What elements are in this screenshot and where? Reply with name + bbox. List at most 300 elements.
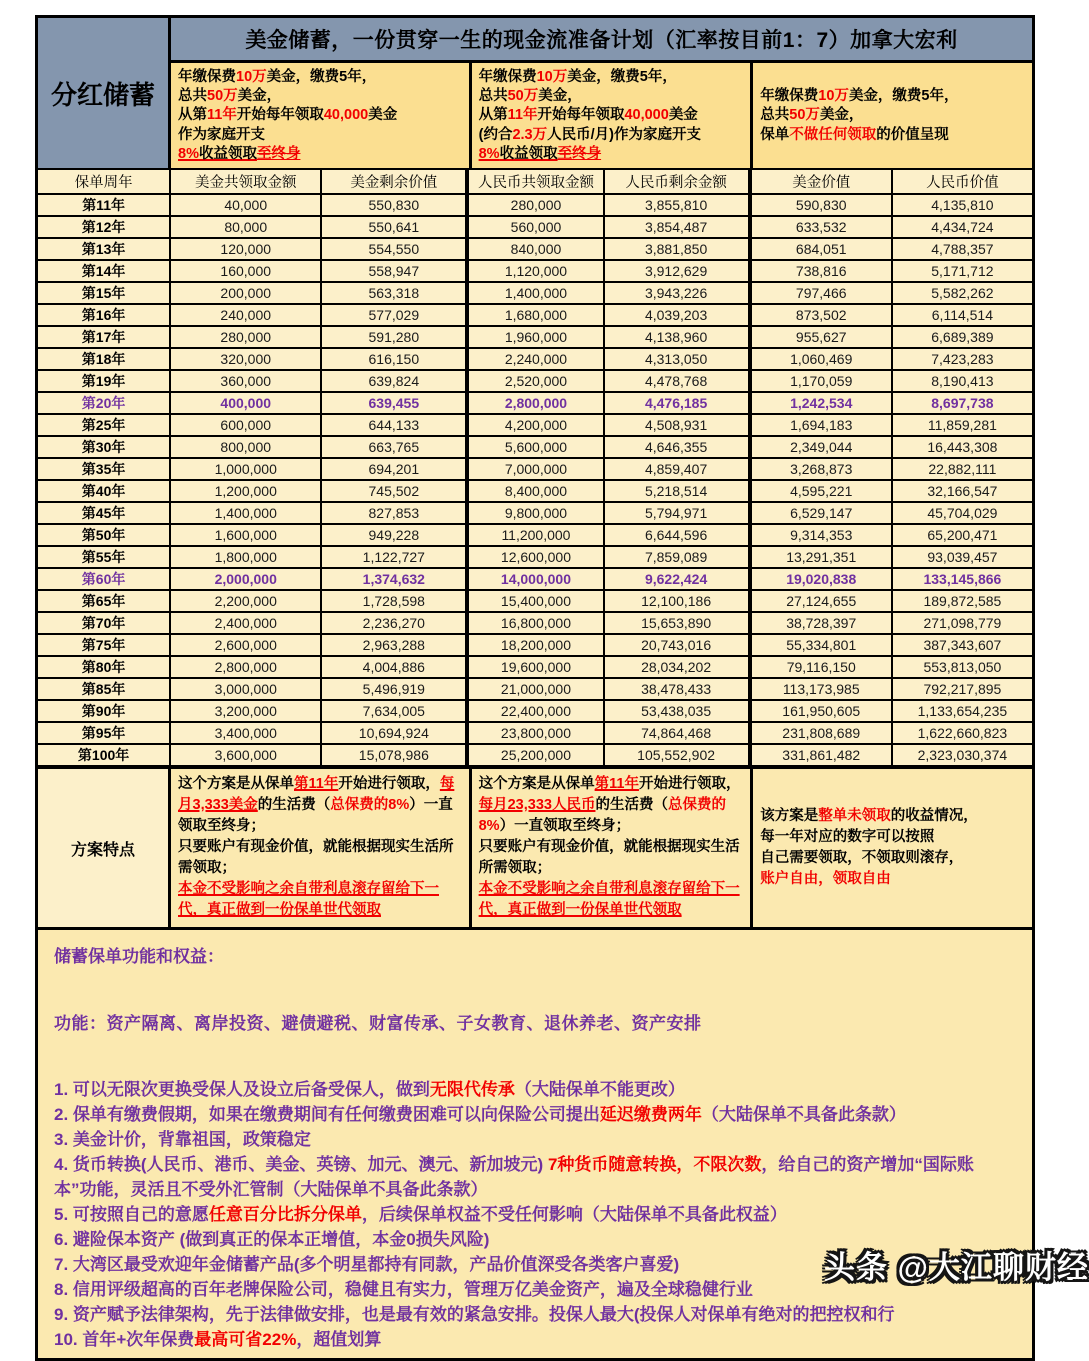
table-row [38,238,1032,260]
text-segment: 延迟缴费两年 [599,1105,702,1124]
scenario-line [479,87,744,106]
value-cell: 2,800,000 [170,656,321,678]
column-header: 美金共领取金额 [170,169,321,194]
value-cell: 639,824 [321,370,467,392]
value-cell: 558,947 [321,260,467,282]
value-cell: 2,520,000 [467,370,603,392]
column-header: 人民币剩余金额 [604,169,750,194]
text-segment: 5. 可按照自己的意愿 [54,1205,209,1224]
value-cell: 4,039,203 [604,304,750,326]
value-cell: 79,116,150 [750,656,892,678]
text-segment: 总共 [478,88,508,105]
value-cell: 4,788,357 [892,238,1032,260]
text-segment: 6. 避险保本资产 (做到真正的保本正增值，本金0损失风险) [54,1230,490,1249]
text-segment: 总共 [760,107,790,124]
value-cell: 1,122,727 [321,546,467,568]
text-segment: 每一年对应的数字可以按照 [760,829,935,845]
value-cell: 3,855,810 [604,194,750,216]
table-row [38,678,1032,700]
text-segment: 10万 [536,69,568,85]
text-segment: 美金， [819,107,864,124]
scenario-line [479,68,744,87]
value-cell: 2,800,000 [467,392,603,414]
table-row [38,216,1032,238]
table-body [38,194,1032,766]
text-segment: 开始每年领取 [537,107,625,124]
text-segment: 只要账户有现金价值，就能根据现实生活所需领取； [478,839,740,876]
value-cell: 7,859,089 [604,546,750,568]
value-cell: 32,166,547 [892,480,1032,502]
text-segment: 这个方案是从保单 [178,776,294,792]
value-cell: 12,600,000 [467,546,603,568]
value-cell: 1,374,632 [321,568,467,590]
table-row [38,546,1032,568]
table-row [38,590,1032,612]
text-segment: 至终身 [256,145,301,162]
table-row [38,568,1032,590]
value-cell: 7,634,005 [321,700,467,722]
value-cell: 4,478,768 [604,370,750,392]
benefit-item [54,1127,1016,1152]
value-cell: 4,135,810 [892,194,1032,216]
scenario-descriptions [171,63,1032,168]
value-cell: 9,314,353 [750,524,892,546]
value-cell: 1,680,000 [467,304,603,326]
text-segment: 无限代传承 [429,1080,515,1099]
value-cell: 38,478,433 [604,678,750,700]
value-cell: 4,200,000 [467,414,603,436]
text-segment: 开始进行领取， [638,776,741,792]
text-segment: 8% [478,145,500,162]
value-cell: 231,808,689 [750,722,892,744]
value-cell: 5,794,971 [604,502,750,524]
value-cell: 13,291,351 [750,546,892,568]
policy-year-cell: 第16年 [38,304,170,326]
scenario-line [760,126,1025,145]
table-row [38,458,1032,480]
value-cell: 19,020,838 [750,568,892,590]
value-cell: 11,200,000 [467,524,603,546]
text-segment: 40,000 [323,107,369,124]
text-segment: 任意百分比拆分保单 [208,1205,362,1224]
value-cell: 873,502 [750,304,892,326]
value-cell: 797,466 [750,282,892,304]
text-segment: 该方案是 [760,808,819,824]
value-cell: 550,641 [321,216,467,238]
text-segment: 从第 [178,107,207,124]
benefit-item [54,1302,1016,1327]
text-segment: 10万 [236,69,267,85]
policy-year-cell: 第19年 [38,370,170,392]
policy-year-cell: 第75年 [38,634,170,656]
value-cell: 5,600,000 [467,436,603,458]
table-row [38,634,1032,656]
value-cell: 2,600,000 [170,634,321,656]
value-cell: 80,000 [170,216,321,238]
value-cell: 1,800,000 [170,546,321,568]
value-cell: 2,200,000 [170,590,321,612]
value-cell: 1,133,654,235 [892,700,1032,722]
benefit-item [54,1202,1016,1227]
text-segment: 7. 大湾区最受欢迎年金储蓄产品(多个明星都持有同款，产品价值深受各类客户喜爱) [54,1255,680,1274]
policy-year-cell: 第90年 [38,700,170,722]
value-cell: 6,114,514 [892,304,1032,326]
value-cell: 400,000 [170,392,321,414]
policy-year-cell: 第12年 [38,216,170,238]
value-cell: 591,280 [321,326,467,348]
value-cell: 28,034,202 [604,656,750,678]
value-cell: 1,694,183 [750,414,892,436]
text-segment: （大陆保单不能更改） [514,1080,685,1099]
value-cell: 1,622,660,823 [892,722,1032,744]
text-segment: 总保费的8% [330,797,410,813]
value-cell: 65,200,471 [892,524,1032,546]
value-cell: 5,496,919 [321,678,467,700]
text-segment: 10. 首年+次年保费 [54,1330,195,1349]
value-cell: 4,434,724 [892,216,1032,238]
scenario-line [479,126,744,145]
value-cell: 27,124,655 [750,590,892,612]
text-segment: 美金， [538,88,582,105]
text-segment: 的生活费（ [595,797,668,813]
benefit-item [54,1077,1016,1102]
value-cell: 553,813,050 [892,656,1032,678]
scenario-line [479,145,744,164]
value-cell: 3,000,000 [170,678,321,700]
benefits-section [38,927,1032,1358]
text-segment: 开始每年领取 [236,107,324,124]
text-segment: 50万 [789,107,820,124]
text-segment: 11年 [207,107,237,124]
value-cell: 113,173,985 [750,678,892,700]
text-segment: 第11年 [594,776,639,792]
values-table [38,168,1032,767]
scenario-line [760,106,1025,125]
value-cell: 19,600,000 [467,656,603,678]
benefit-item [54,1152,1016,1202]
value-cell: 1,200,000 [170,480,321,502]
text-segment: 50万 [207,88,238,105]
value-cell: 563,318 [321,282,467,304]
table-row [38,304,1032,326]
value-cell: 3,912,629 [604,260,750,282]
value-cell: 2,963,288 [321,634,467,656]
value-cell: 6,644,596 [604,524,750,546]
text-segment: 第11年 [294,776,339,792]
value-cell: 7,000,000 [467,458,603,480]
value-cell: 55,334,801 [750,634,892,656]
value-cell: 105,552,902 [604,744,750,766]
features-label: 方案特点 [70,841,135,859]
scenario-line [178,145,462,164]
table-row [38,260,1032,282]
value-cell: 23,800,000 [467,722,603,744]
value-cell: 1,400,000 [170,502,321,524]
feature-withdraw-usd [171,769,469,927]
feature-paragraph [479,879,744,921]
table-row [38,744,1032,766]
policy-year-cell: 第25年 [38,414,170,436]
value-cell: 271,098,779 [892,612,1032,634]
text-segment: 美金 [368,107,398,124]
policy-year-cell: 第80年 [38,656,170,678]
value-cell: 8,190,413 [892,370,1032,392]
feature-paragraph [479,774,744,837]
value-cell: 1,960,000 [467,326,603,348]
value-cell: 133,145,866 [892,568,1032,590]
value-cell: 1,120,000 [467,260,603,282]
text-segment: 这个方案是从保单 [478,776,595,792]
value-cell: 633,532 [750,216,892,238]
value-cell: 10,694,924 [321,722,467,744]
value-cell: 6,689,389 [892,326,1032,348]
text-segment: 最高可省22% [194,1330,297,1349]
policy-year-cell: 第50年 [38,524,170,546]
value-cell: 16,443,308 [892,436,1032,458]
text-segment: 50万 [507,88,539,105]
table-row [38,502,1032,524]
policy-year-cell: 第17年 [38,326,170,348]
benefits-functions: 功能：资产隔离、离岸投资、避债避税、财富传承、子女教育、退休养老、资产安排 [54,1014,702,1033]
table-header-row [38,169,1032,194]
watermark: 头条 @大江聊财经 [824,1250,1089,1285]
value-cell: 7,423,283 [892,348,1032,370]
value-cell: 554,550 [321,238,467,260]
table-row [38,392,1032,414]
value-cell: 15,078,986 [321,744,467,766]
value-cell: 3,943,226 [604,282,750,304]
value-cell: 4,313,050 [604,348,750,370]
value-cell: 320,000 [170,348,321,370]
policy-year-cell: 第100年 [38,744,170,766]
value-cell: 53,438,035 [604,700,750,722]
policy-year-cell: 第30年 [38,436,170,458]
value-cell: 694,201 [321,458,467,480]
title-bar [171,18,1032,63]
text-segment: 只要账户有现金价值，就能根据现实生活所需领取； [178,839,454,876]
text-segment: 8. 信用评级超高的百年老牌保险公司，稳健且有实力，管理万亿美金资产，遍及全球稳健行业 [54,1280,753,1299]
text-segment: 美金，缴费5年， [567,69,677,85]
value-cell: 22,400,000 [467,700,603,722]
value-cell: 644,133 [321,414,467,436]
value-cell: 22,882,111 [892,458,1032,480]
value-cell: 2,240,000 [467,348,603,370]
value-cell: 5,171,712 [892,260,1032,282]
benefits-list [54,1077,1016,1352]
value-cell: 2,000,000 [170,568,321,590]
value-cell: 20,743,016 [604,634,750,656]
plan-header [38,18,1032,168]
value-cell: 331,861,482 [750,744,892,766]
policy-year-cell: 第70年 [38,612,170,634]
feature-paragraph [760,848,1025,869]
value-cell: 1,400,000 [467,282,603,304]
feature-paragraph [178,774,462,837]
text-segment: 每月3,333美金 [178,776,455,813]
value-cell: 21,000,000 [467,678,603,700]
feature-paragraph [760,869,1025,890]
value-cell: 745,502 [321,480,467,502]
table-row [38,326,1032,348]
table-row [38,370,1032,392]
value-cell: 639,455 [321,392,467,414]
feature-paragraph [178,837,462,879]
category-cell [38,18,171,168]
table-row [38,722,1032,744]
value-cell: 3,854,487 [604,216,750,238]
text-segment: 收益领取 [198,145,257,162]
text-segment: 美金 [668,107,698,124]
policy-year-cell: 第14年 [38,260,170,282]
text-segment: 总共 [178,88,207,105]
text-segment: 年缴保费 [760,88,819,105]
scenario-line [178,68,462,87]
value-cell: 2,236,270 [321,612,467,634]
value-cell: 577,029 [321,304,467,326]
value-cell: 1,728,598 [321,590,467,612]
text-segment: 8% [178,145,199,162]
text-segment: 人民币/月)作为家庭开支 [547,126,701,143]
value-cell: 40,000 [170,194,321,216]
value-cell: 16,800,000 [467,612,603,634]
scenario-withdraw-rmb [469,63,751,168]
text-segment: 4. 货币转换(人民币、港币、美金、英镑、加元、澳元、新加坡元) [54,1155,548,1174]
feature-paragraph [760,806,1025,827]
value-cell: 663,765 [321,436,467,458]
text-segment: 至终身 [557,145,602,162]
value-cell: 1,060,469 [750,348,892,370]
text-segment: 本金不受影响之余自带利息滚存留给下一代，真正做到一份保单世代领取 [178,881,439,918]
text-segment: 7种货币随意转换，不限次数 [547,1155,762,1174]
value-cell: 280,000 [170,326,321,348]
policy-year-cell: 第11年 [38,194,170,216]
value-cell: 1,170,059 [750,370,892,392]
value-cell: 3,600,000 [170,744,321,766]
value-cell: 18,200,000 [467,634,603,656]
text-segment: 2.3万 [512,126,548,143]
value-cell: 4,595,221 [750,480,892,502]
value-cell: 9,622,424 [604,568,750,590]
text-segment: 10万 [818,88,849,105]
value-cell: 93,039,457 [892,546,1032,568]
text-segment: 的价值呈现 [876,126,949,143]
features-row [38,767,1032,927]
column-header: 美金剩余价值 [321,169,467,194]
value-cell: 8,697,738 [892,392,1032,414]
policy-year-cell: 第95年 [38,722,170,744]
value-cell: 792,217,895 [892,678,1032,700]
policy-year-cell: 第13年 [38,238,170,260]
benefit-item [54,1327,1016,1352]
page-title: 美金储蓄，一份贯穿一生的现金流准备计划（汇率按目前1：7）加拿大宏利 [245,29,958,52]
text-segment: ，给自己的资产增加“国际账本”功能，灵活且不受外汇管制（大陆保单不具备此条款） [54,1155,974,1199]
value-cell: 25,200,000 [467,744,603,766]
value-cell: 387,343,607 [892,634,1032,656]
text-segment: 开始进行领取， [338,776,440,792]
text-segment: 年缴保费 [478,69,537,85]
value-cell: 15,653,890 [604,612,750,634]
value-cell: 827,853 [321,502,467,524]
value-cell: 4,859,407 [604,458,750,480]
value-cell: 161,950,605 [750,700,892,722]
policy-year-cell: 第85年 [38,678,170,700]
benefits-heading: 储蓄保单功能和权益： [54,947,224,966]
value-cell: 4,476,185 [604,392,750,414]
value-cell: 189,872,585 [892,590,1032,612]
text-segment: ）一直领取至终身； [178,797,453,834]
text-segment: 每月23,333人民币 [478,797,596,813]
value-cell: 15,400,000 [467,590,603,612]
scenario-line [178,106,462,125]
scenario-line [760,87,1025,106]
table-row [38,282,1032,304]
value-cell: 5,582,262 [892,282,1032,304]
value-cell: 2,323,030,374 [892,744,1032,766]
value-cell: 616,150 [321,348,467,370]
policy-year-cell: 第15年 [38,282,170,304]
text-segment: 美金，缴费5年， [848,88,959,105]
text-segment: ，后续保单权益不受任何影响（大陆保单不具备此权益） [361,1205,787,1224]
policy-year-cell: 第60年 [38,568,170,590]
table-row [38,480,1032,502]
text-segment: 美金， [237,88,282,105]
value-cell: 600,000 [170,414,321,436]
table-row [38,524,1032,546]
text-segment: 从第 [478,107,508,124]
text-segment: 3. 美金计价，背靠祖国，政策稳定 [54,1130,311,1149]
policy-year-cell: 第20年 [38,392,170,414]
value-cell: 3,200,000 [170,700,321,722]
plan-sheet [35,15,1035,1361]
value-cell: 120,000 [170,238,321,260]
text-segment: 总保费的8% [478,797,726,834]
value-cell: 1,000,000 [170,458,321,480]
policy-year-cell: 第35年 [38,458,170,480]
value-cell: 360,000 [170,370,321,392]
table-row [38,414,1032,436]
feature-boxes [171,769,1032,927]
feature-paragraph [479,837,744,879]
column-header: 人民币共领取金额 [467,169,603,194]
text-segment: 整单未领取 [818,808,891,824]
column-header: 保单周年 [38,169,170,194]
value-cell: 14,000,000 [467,568,603,590]
value-cell: 949,228 [321,524,467,546]
value-cell: 38,728,397 [750,612,892,634]
text-segment: 11年 [507,107,538,124]
text-segment: ）一直领取至终身； [499,818,631,834]
text-segment: 作为家庭开支 [178,126,265,143]
table-row [38,194,1032,216]
value-cell: 800,000 [170,436,321,458]
value-cell: 5,218,514 [604,480,750,502]
value-cell: 240,000 [170,304,321,326]
value-cell: 200,000 [170,282,321,304]
value-cell: 6,529,147 [750,502,892,524]
scenario-line [479,106,744,125]
column-header: 人民币价值 [892,169,1032,194]
value-cell: 4,004,886 [321,656,467,678]
value-cell: 2,349,044 [750,436,892,458]
feature-withdraw-rmb [469,769,751,927]
category-label: 分红储蓄 [50,79,155,110]
value-cell: 280,000 [467,194,603,216]
policy-year-cell: 第40年 [38,480,170,502]
value-cell: 3,268,873 [750,458,892,480]
text-segment: 的生活费（ [257,797,331,813]
policy-year-cell: 第55年 [38,546,170,568]
value-cell: 4,508,931 [604,414,750,436]
